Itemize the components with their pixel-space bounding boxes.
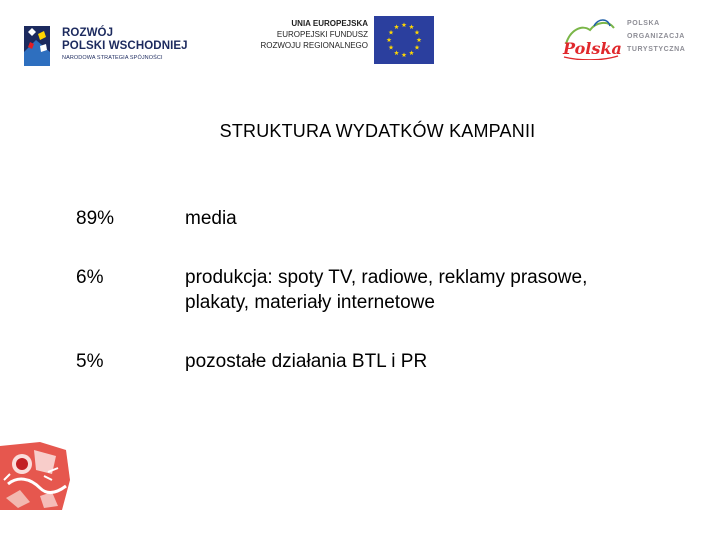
slide-title: STRUKTURA WYDATKÓW KAMPANII [219,121,536,141]
rozwoj-polski-wschodniej-logo [22,20,192,72]
rpw-logo-line-2: POLSKI WSCHODNIEJ [62,40,188,52]
rpw-logo-line-1: ROZWÓJ [62,27,114,39]
polska-organizacja-turystyczna-logo [560,12,700,66]
pot-logo-line-3: TURYSTYCZNA [627,46,686,53]
eu-logo-line-2: EUROPEJSKI FUNDUSZ [276,30,368,39]
expense-percent: 89% [76,208,115,229]
pot-logo-line-2: ORGANIZACJA [627,33,685,40]
expense-description [185,265,587,315]
expense-description-line-1: produkcja: spoty TV, radiowe, reklamy prasowe, [185,267,588,288]
expense-percent: 5% [76,351,104,372]
eu-fund-logo [262,16,434,66]
rpw-emblem-icon [22,22,52,70]
expense-description-line-2: plakaty, materiały internetowe [185,292,435,313]
polska-brand-mark-icon [560,16,622,60]
eu-flag-icon [374,16,434,64]
pot-logo-line-1: POLSKA [627,20,660,27]
svg-text:Polska: Polska [563,39,622,58]
expense-percent: 6% [76,267,104,288]
rpw-logo-line-3: NARODOWA STRATEGIA SPÓJNOŚCI [62,55,163,61]
eu-logo-text [260,18,368,51]
pot-logo-text [627,17,685,56]
decorative-corner-illustration-icon [0,440,70,510]
expense-description: pozostałe działania BTL i PR [185,351,428,372]
eu-logo-line-1: UNIA EUROPEJSKA [291,19,368,28]
eu-logo-line-3: ROZWOJU REGIONALNEGO [260,41,368,50]
expense-description: media [185,208,237,229]
